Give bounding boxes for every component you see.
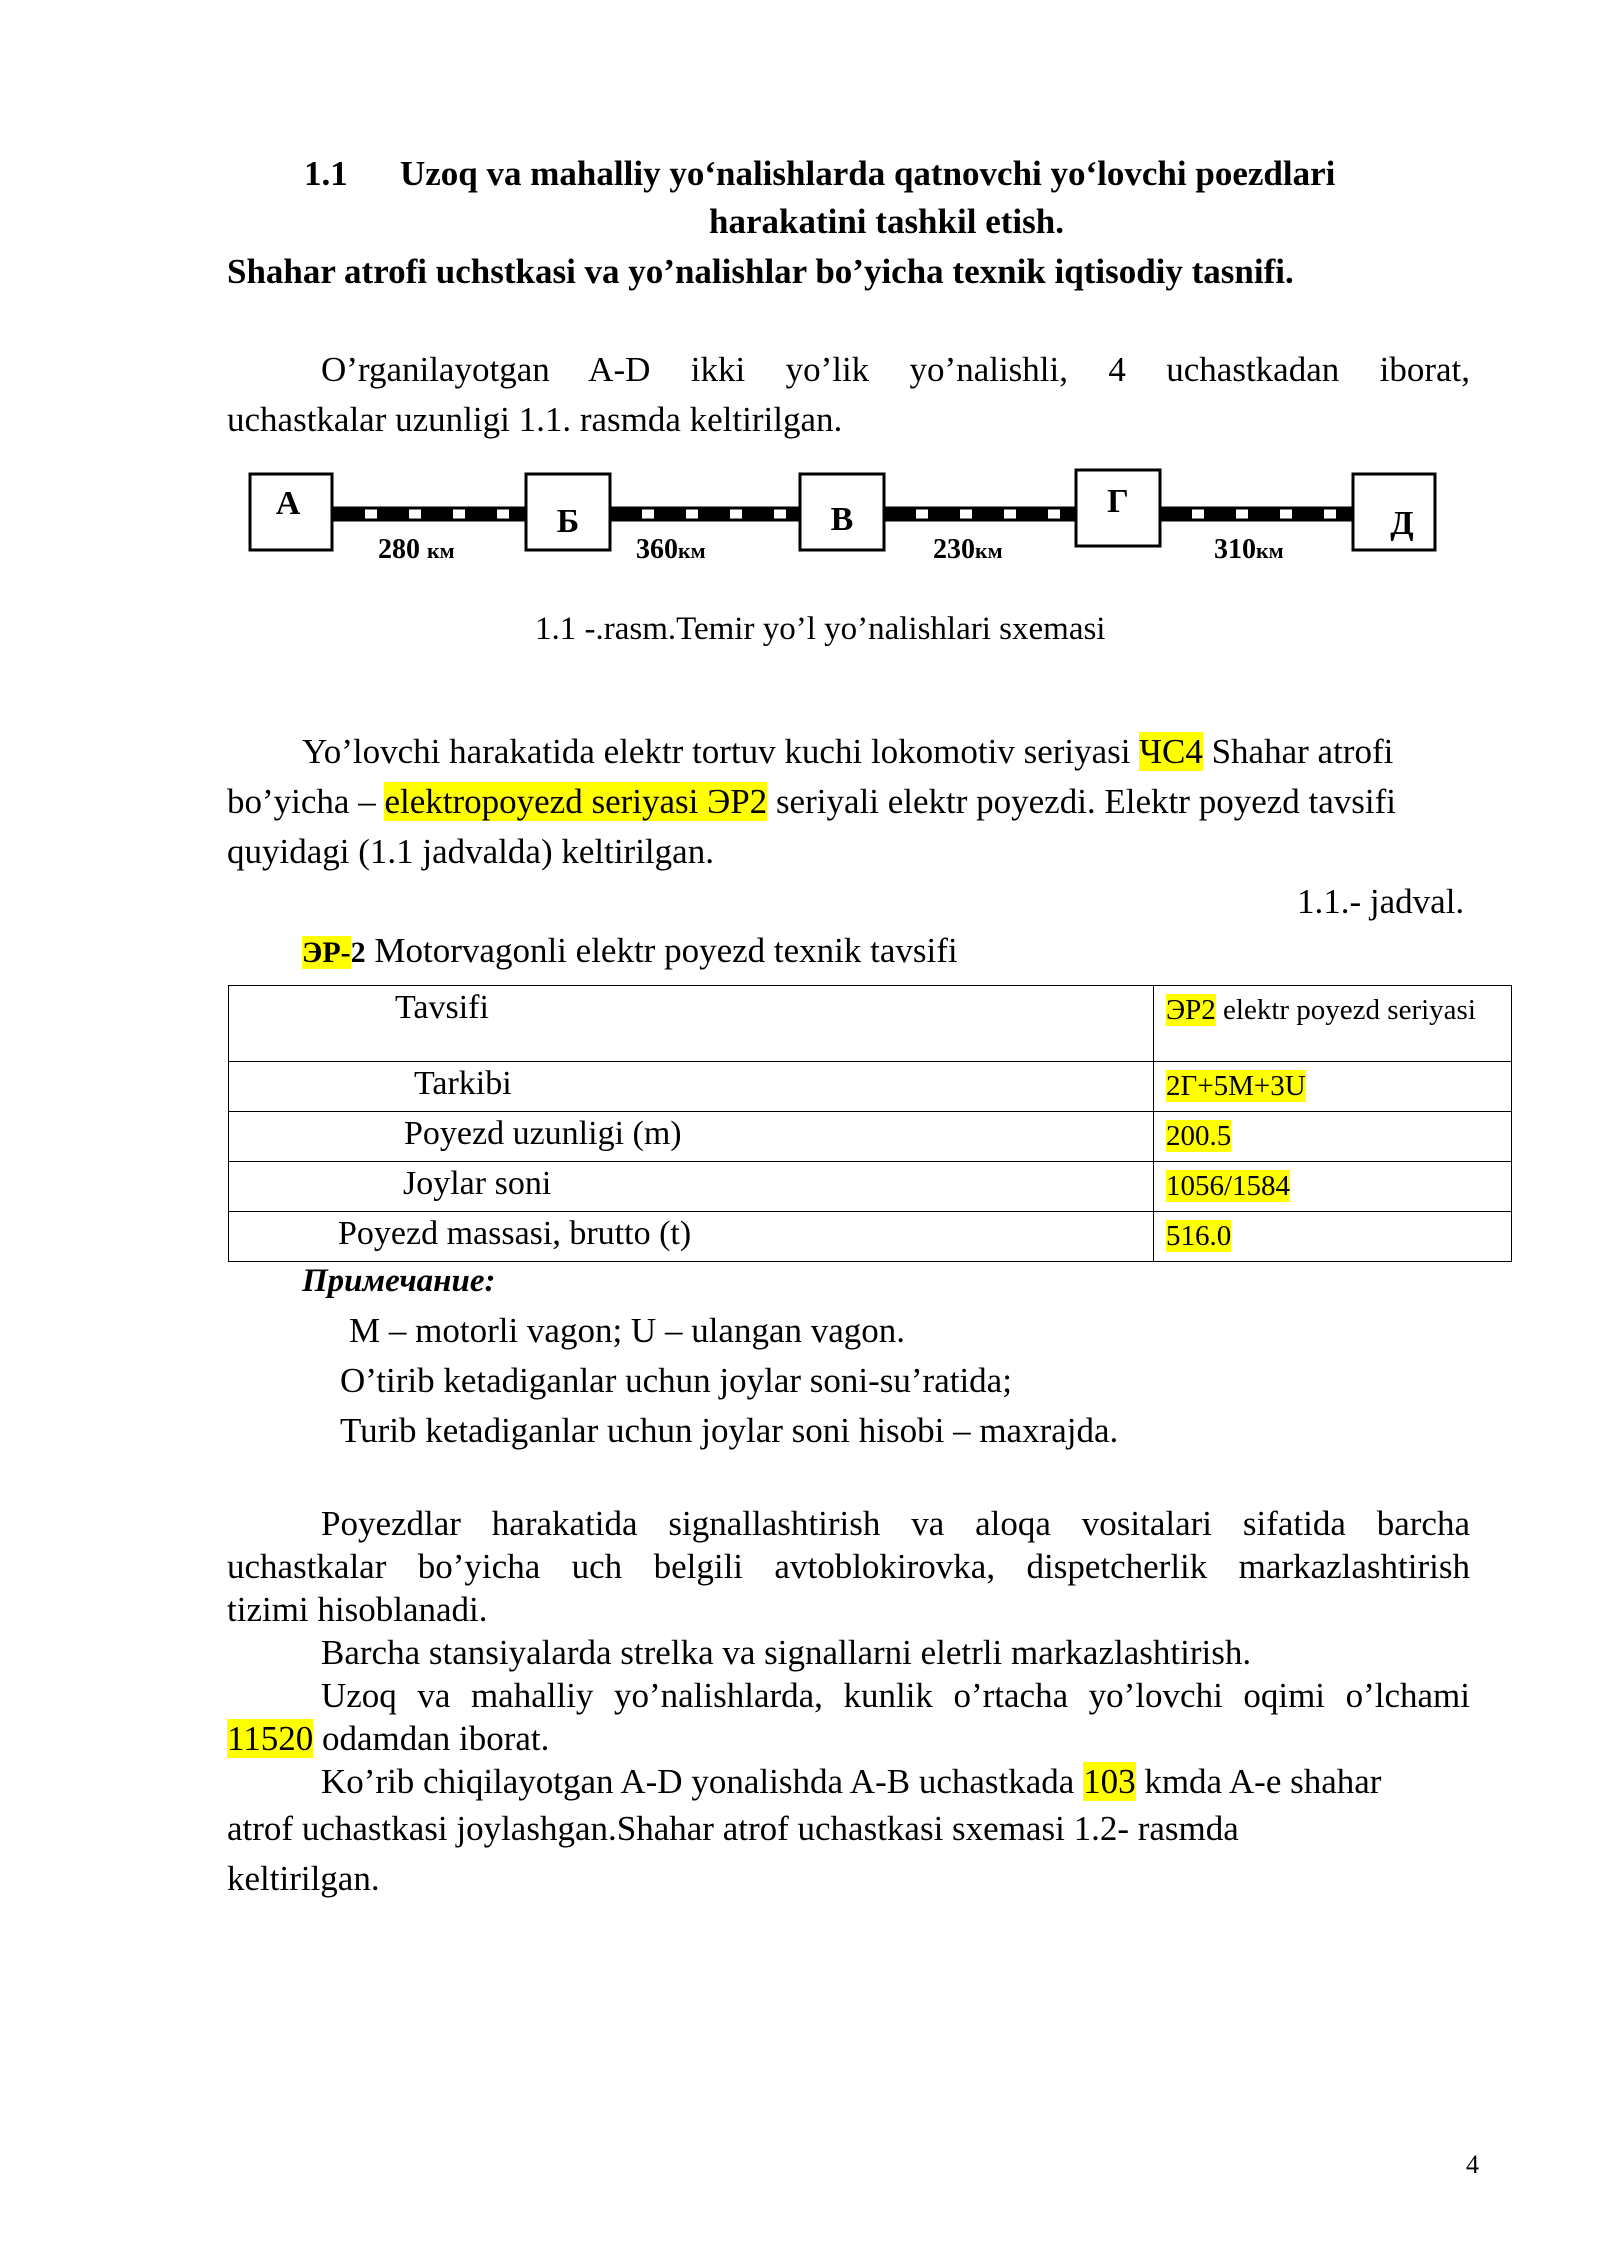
- subsection-title: Shahar atrofi uchstkasi va yo’nalishlar bo’yicha texnik iqtisodiy tasnifi.: [227, 252, 1294, 291]
- figure-caption: 1.1 -.rasm.Temir yo’l yo’nalishlari sxemasi: [535, 611, 1106, 647]
- para3-line-8: atrof uchastkasi joylashgan.Shahar atrof uchastkasi sxemasi 1.2- rasmda: [227, 1809, 1239, 1848]
- row-label: Joylar soni: [403, 1165, 552, 1202]
- para3-line-7: [321, 1760, 1381, 1804]
- note-item-2: O’tirib ketadiganlar uchun joylar soni-su’ratida;: [340, 1361, 1012, 1400]
- table-row: [229, 1212, 1512, 1262]
- para2-text: seriyali elektr poyezdi. Elektr poyezd tavsifi: [767, 782, 1396, 821]
- station-label-d: Д: [1390, 505, 1414, 542]
- para2-line-3: quyidagi (1.1 jadvalda) keltirilgan.: [227, 832, 714, 871]
- distance-label-2: 360км: [636, 534, 706, 565]
- table-cell-label: [229, 1112, 1154, 1162]
- note-item-3: Turib ketadiganlar uchun joylar soni hisobi – maxrajda.: [340, 1411, 1119, 1450]
- track-segment-2: [610, 508, 800, 520]
- table-title-text: Motorvagonli elektr poyezd texnik tavsifi: [365, 931, 958, 970]
- highlight-train-series: elektropoyezd seriyasi ЭР2: [384, 782, 768, 821]
- table-header-row: [229, 986, 1512, 1062]
- para3-line-1: Poyezdlar harakatida signallashtirish va aloqa vositalari sifatida barcha: [321, 1504, 1470, 1543]
- table-title-number: 2: [350, 936, 366, 969]
- highlight-locomotive: ЧС4: [1139, 732, 1203, 771]
- distance-label-3: 230км: [933, 534, 1003, 565]
- para3-text: Ko’rib chiqilayotgan A-D yonalishda A-B uchastkada: [321, 1762, 1084, 1801]
- table-label: 1.1.- jadval.: [1297, 882, 1465, 921]
- para3-line-9: keltirilgan.: [227, 1859, 380, 1898]
- para2-text: Yo’lovchi harakatida elektr tortuv kuchi lokomotiv seriyasi: [302, 732, 1140, 771]
- station-label-v: В: [830, 501, 854, 538]
- table-row: [229, 1112, 1512, 1162]
- section-number: 1.1: [304, 154, 348, 193]
- para3-text: odamdan iborat.: [313, 1719, 550, 1758]
- header-series-text: elektr poyezd seriyasi: [1215, 994, 1476, 1026]
- table-cell-value: [1154, 1212, 1512, 1262]
- para2-line-1: [302, 727, 1393, 777]
- para3-line-6: [227, 1717, 549, 1761]
- table-cell-label: [229, 1212, 1154, 1262]
- para2-text: bo’yicha –: [227, 782, 385, 821]
- para3-line-2: uchastkalar bo’yicha uch belgili avtoblokirovka, dispetcherlik markazlashtirish: [227, 1547, 1470, 1586]
- table-cell-value: [1154, 1062, 1512, 1112]
- notes-title: Примечание:: [302, 1263, 496, 1299]
- distance-label-1: 280 км: [378, 534, 455, 565]
- page-number: 4: [1466, 2150, 1479, 2179]
- table-row: [229, 1162, 1512, 1212]
- para2-line-2: [227, 777, 1396, 827]
- highlight-km: 103: [1083, 1762, 1136, 1801]
- section-title-line-1: Uzoq va mahalliy yo‘nalishlarda qatnovchi yo‘lovchi poezdlari: [400, 154, 1336, 193]
- row-label: Poyezd uzunligi (m): [404, 1115, 682, 1152]
- table-header-cell-1: [229, 986, 1154, 1062]
- station-label-a: А: [275, 485, 301, 522]
- header-series: ЭР2: [1166, 994, 1216, 1026]
- station-label-b: Б: [556, 503, 580, 540]
- note-item-1: М – motorli vagon; U – ulangan vagon.: [349, 1311, 906, 1350]
- para3-line-4: Barcha stansiyalarda strelka va signallarni eletrli markazlashtirish.: [321, 1633, 1252, 1672]
- track-segment-1: [333, 508, 526, 520]
- row-label: Poyezd massasi, brutto (t): [338, 1215, 692, 1252]
- para3-text: kmda A-e shahar: [1135, 1762, 1382, 1801]
- table-cell-label: [229, 1162, 1154, 1212]
- table-cell-value: [1154, 1162, 1512, 1212]
- para3-line-3: tizimi hisoblanadi.: [227, 1590, 488, 1629]
- spec-table: [228, 985, 1512, 1262]
- table-title-series: ЭР-: [302, 936, 351, 969]
- para3-line-5: Uzoq va mahalliy yo’nalishlarda, kunlik o’rtacha yo’lovchi oqimi o’lchami: [321, 1676, 1470, 1715]
- track-segment-3: [884, 508, 1076, 520]
- intro-line-1: O’rganilayotgan A-D ikki yo’lik yo’nalishli, 4 uchastkadan iborat,: [321, 350, 1470, 389]
- table-row: [229, 1062, 1512, 1112]
- table-cell-label: [229, 1062, 1154, 1112]
- row-value: 516.0: [1166, 1220, 1232, 1252]
- table-cell-value: [1154, 1112, 1512, 1162]
- row-value: 200.5: [1166, 1120, 1232, 1152]
- track-segment-4: [1160, 508, 1353, 520]
- table-title: [302, 926, 958, 978]
- station-label-g: Г: [1107, 483, 1129, 520]
- table-header-cell-2: [1154, 986, 1512, 1062]
- railway-route-diagram: [248, 468, 1448, 568]
- intro-line-2: uchastkalar uzunligi 1.1. rasmda keltirilgan.: [227, 400, 843, 439]
- row-value: 1056/1584: [1166, 1170, 1291, 1202]
- row-label: Tarkibi: [414, 1065, 512, 1102]
- header-label: Tavsifi: [395, 989, 489, 1026]
- distance-label-4: 310км: [1214, 534, 1284, 565]
- para2-text: Shahar atrofi: [1202, 732, 1394, 771]
- section-title-line-2: harakatini tashkil etish.: [709, 202, 1064, 241]
- highlight-passenger-flow: 11520: [227, 1719, 314, 1758]
- row-value: 2Г+5М+3U: [1166, 1070, 1306, 1102]
